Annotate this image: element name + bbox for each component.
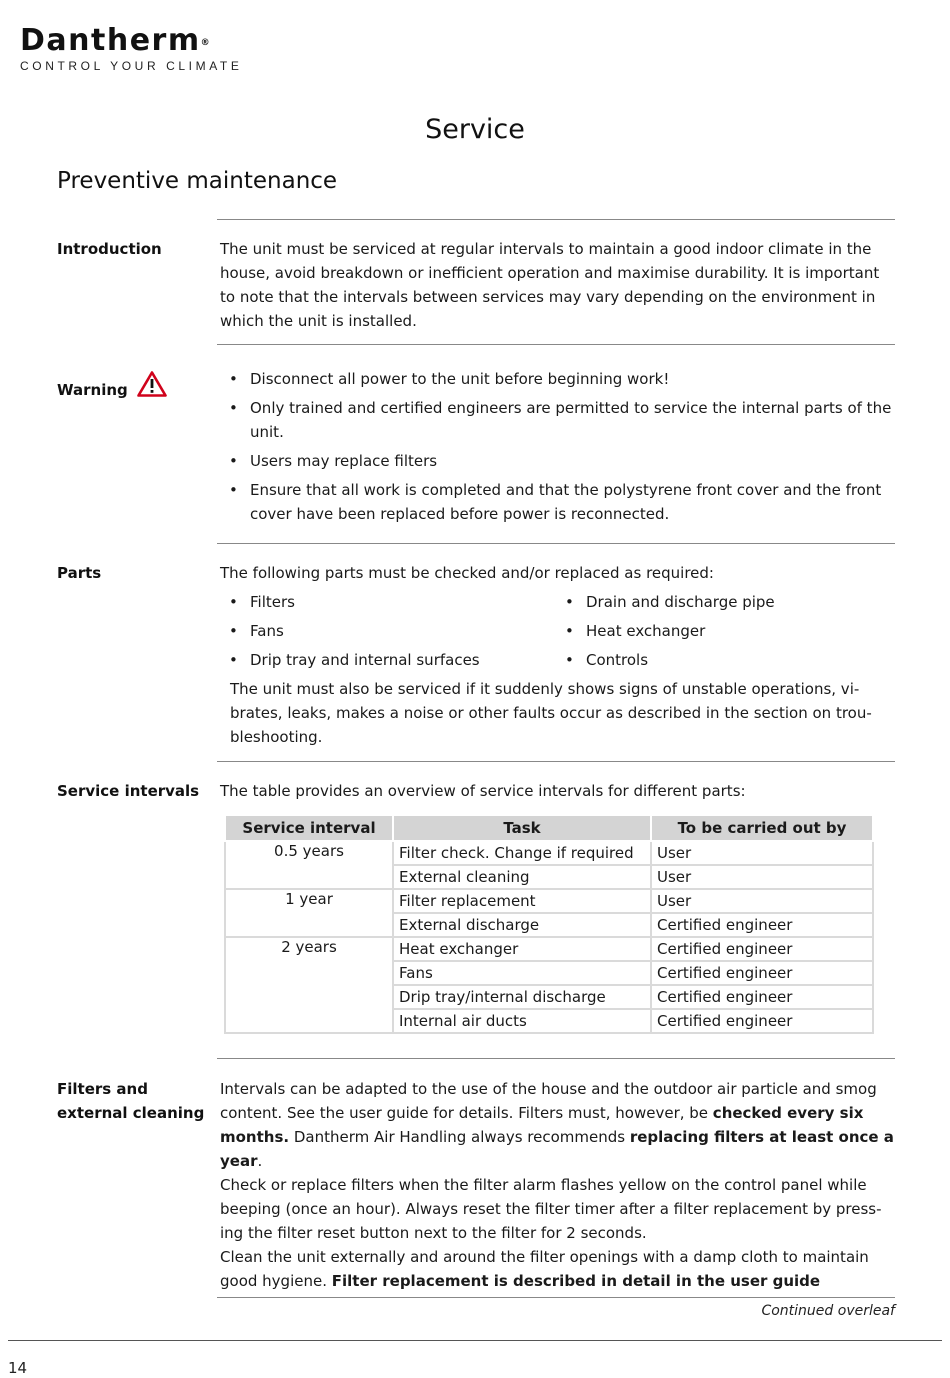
table-row — [225, 841, 873, 865]
list-item: • Heat exchanger — [556, 619, 892, 643]
list-item: • Drip tray and internal surfaces — [220, 648, 556, 672]
performer-cell: User — [651, 865, 873, 889]
performer-cell: Certified engineer — [651, 985, 873, 1009]
warning-list — [220, 367, 897, 526]
list-item: • Fans — [220, 619, 556, 643]
performer-cell: Certified engineer — [651, 1009, 873, 1033]
task-cell: Filter replacement — [393, 889, 651, 913]
filters-paragraph-1: Intervals can be adapted to the use of the house and the outdoor air particle and smog content. See the user guide for details. Filters must, however, be checked every six months. Dantherm Air Handling always recommends replacing filters at least once a year. — [220, 1080, 894, 1170]
task-cell: External discharge — [393, 913, 651, 937]
service-intervals-label: Service intervals — [57, 782, 200, 800]
column-header: Task — [393, 815, 651, 841]
page-title: Service — [425, 114, 525, 145]
interval-cell: 2 years — [225, 937, 393, 1033]
task-cell: Filter check. Change if required — [393, 841, 651, 865]
task-cell: Heat exchanger — [393, 937, 651, 961]
parts-intro: The following parts must be checked and/or replaced as required: — [220, 564, 714, 582]
table-row — [225, 937, 873, 961]
list-item: • Users may replace filters — [220, 449, 897, 473]
interval-cell: 0.5 years — [225, 841, 393, 889]
list-item: • Filters — [220, 590, 556, 614]
divider — [217, 543, 895, 544]
list-item: • Disconnect all power to the unit before beginning work! — [220, 367, 897, 391]
parts-note: The unit must also be serviced if it suddenly shows signs of unstable operations, vi-brates, leaks, makes a noise or other faults occur as described in the section on trou-bleshooting. — [230, 680, 872, 746]
brand-name: Dantherm — [20, 23, 201, 58]
introduction-text: The unit must be serviced at regular intervals to maintain a good indoor climate in the house, avoid breakdown or inefficient operation and maximise durability. It is important to note that the intervals between services may vary depending on the environment in which the unit is installed. — [220, 240, 880, 330]
parts-list-right — [556, 590, 892, 677]
performer-cell: Certified engineer — [651, 937, 873, 961]
parts-list-left — [220, 590, 556, 677]
list-item: • Controls — [556, 648, 892, 672]
filters-paragraph-3: Clean the unit externally and around the filter openings with a damp cloth to maintain good hygiene. Filter replacement is described in detail in the user guide — [220, 1248, 869, 1290]
brand-tagline: CONTROL YOUR CLIMATE — [20, 59, 243, 73]
section-title: Preventive maintenance — [57, 168, 338, 194]
task-cell: Fans — [393, 961, 651, 985]
divider — [217, 219, 895, 220]
divider — [217, 344, 895, 345]
task-cell: Drip tray/internal discharge — [393, 985, 651, 1009]
list-item: • Ensure that all work is completed and that the polystyrene front cover and the front cover have been replaced before power is reconnected. — [220, 478, 897, 526]
continued-note: Continued overleaf — [761, 1303, 895, 1319]
filters-paragraph-2: Check or replace filters when the filter alarm flashes yellow on the control panel while beeping (once an hour). Always reset the filter timer after a filter replacement by press-ing the filter reset button next to the filter for 2 seconds. — [220, 1176, 882, 1242]
service-interval-table — [224, 814, 874, 1034]
table-header-row — [225, 815, 873, 841]
performer-cell: User — [651, 841, 873, 865]
column-header: Service interval — [225, 815, 393, 841]
interval-cell: 1 year — [225, 889, 393, 937]
parts-label: Parts — [57, 564, 102, 582]
column-header: To be carried out by — [651, 815, 873, 841]
warning-label: Warning — [57, 381, 128, 399]
task-cell: External cleaning — [393, 865, 651, 889]
divider — [217, 1058, 895, 1059]
brand-logo — [20, 24, 242, 73]
performer-cell: User — [651, 889, 873, 913]
performer-cell: Certified engineer — [651, 961, 873, 985]
divider — [217, 1297, 895, 1298]
table-row — [225, 889, 873, 913]
page-number: 14 — [8, 1359, 28, 1377]
performer-cell: Certified engineer — [651, 913, 873, 937]
registered-mark: ® — [200, 38, 212, 48]
warning-triangle-icon — [137, 371, 167, 404]
list-item: • Drain and discharge pipe — [556, 590, 892, 614]
divider — [217, 761, 895, 762]
list-item: • Only trained and certified engineers are permitted to service the internal parts of the unit. — [220, 396, 897, 444]
footer-divider — [8, 1340, 942, 1341]
filters-label: Filters and external cleaning — [57, 1080, 205, 1122]
task-cell: Internal air ducts — [393, 1009, 651, 1033]
introduction-label: Introduction — [57, 240, 162, 258]
service-intervals-intro: The table provides an overview of service intervals for different parts: — [220, 782, 746, 800]
